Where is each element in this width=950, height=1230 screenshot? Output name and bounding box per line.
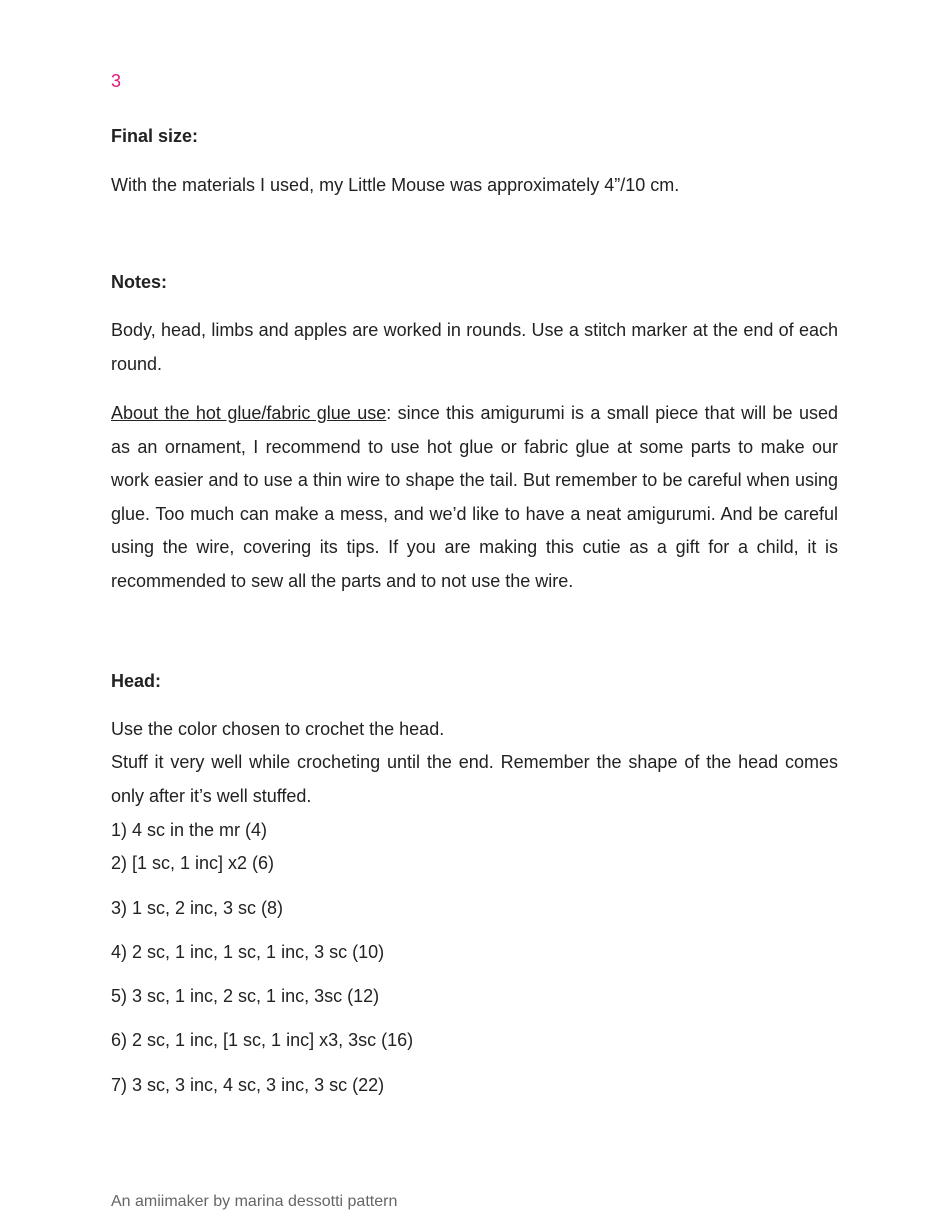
head-heading: Head: (111, 671, 162, 691)
glue-use-label: About the hot glue/fabric glue use (111, 403, 387, 423)
notes-paragraph-glue (111, 397, 838, 599)
page-footer: An amiimaker by marina dessotti pattern (111, 1193, 398, 1210)
document-page (111, 0, 838, 1230)
head-round: 6) 2 sc, 1 inc, [1 sc, 1 inc] x3, 3sc (16) (111, 1030, 414, 1050)
head-round: 7) 3 sc, 3 inc, 4 sc, 3 inc, 3 sc (22) (111, 1075, 385, 1095)
head-intro-stuff: Stuff it very well while crocheting until the end. Remember the shape of the head comes only after it’s well stuffed. (111, 752, 838, 806)
head-round: 2) [1 sc, 1 inc] x2 (6) (111, 853, 275, 873)
glue-use-text: : since this amigurumi is a small piece that will be used as an ornament, I recommend to use hot glue or fabric glue at some parts to make our work easier and to use a thin wire to shape the tail. But remember to be careful when using glue. Too much can make a mess, and we’d like to have a neat amigurumi. And be careful using the wire, covering its tips. If you are making this cutie as a gift for a child, it is recommended to sew all the parts and to not use the wire. (111, 403, 838, 591)
head-round: 1) 4 sc in the mr (4) (111, 820, 268, 840)
page-number: 3 (111, 71, 122, 91)
head-round: 4) 2 sc, 1 inc, 1 sc, 1 inc, 3 sc (10) (111, 942, 385, 962)
head-round: 3) 1 sc, 2 inc, 3 sc (8) (111, 898, 284, 918)
head-round: 5) 3 sc, 1 inc, 2 sc, 1 inc, 3sc (12) (111, 986, 380, 1006)
notes-paragraph-rounds: Body, head, limbs and apples are worked in rounds. Use a stitch marker at the end of each round. (111, 320, 838, 374)
notes-heading: Notes: (111, 272, 168, 292)
final-size-text: With the materials I used, my Little Mouse was approximately 4”/10 cm. (111, 175, 680, 195)
head-intro-color: Use the color chosen to crochet the head. (111, 719, 445, 739)
final-size-heading: Final size: (111, 126, 199, 146)
